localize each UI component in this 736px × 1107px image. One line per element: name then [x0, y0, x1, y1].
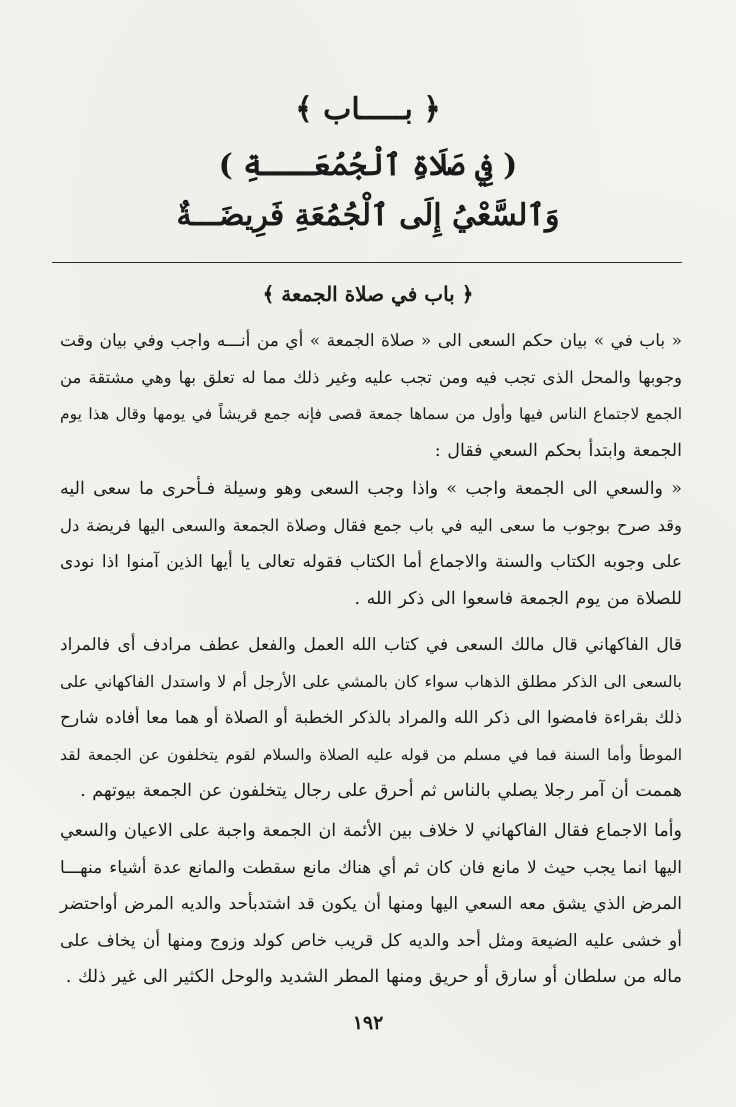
text-line: وجوبها والمحل الذى تجب فيه ومن تجب عليه وغير ذلك مما له تعلق بها وهي مشتقة من — [60, 367, 682, 387]
horizontal-divider — [52, 262, 682, 263]
text-line: الجمعة وابتدأ بحكم السعي فقال : — [434, 440, 682, 461]
text-line: أو خشى عليه الضيعة ومثل أحد والديه كل قريب خاص كولد وزوج ومنها أن يخاف على — [60, 930, 682, 951]
chapter-heading-bab: ﴿ بـــــاب ﴾ — [295, 92, 441, 127]
text-line: ذلك بقراءة فامضوا الى ذكر الله والمراد بالذكر الخطبة أو الصلاة أو هما معا أفاده شارح — [60, 708, 682, 728]
paragraph-1 — [60, 323, 682, 469]
text-line: « والسعي الى الجمعة واجب » واذا وجب السعى وهو وسيلة فـأحرى ما سعى اليه — [60, 479, 682, 499]
text-line: هممت أن آمر رجلا يصلي بالناس ثم أحرق على رجال يتخلفون عن الجمعة بيوتهم . — [80, 781, 682, 801]
text-line: على وجوبه الكتاب والسنة والاجماع أما الكتاب فقوله تعالى يا أيها الذين آمنوا اذا نودى — [60, 552, 682, 572]
text-line: الجمع لاجتماع الناس فيها وأول من سماها جمعة قصى فإنه جمع قريشاً في يومها وقال هذا يوم — [60, 405, 682, 423]
text-line: الموطأ وأما السنة فما في مسلم من قوله عليه الصلاة والسلام لقوم يتخلفون عن الجمعة لقد — [60, 745, 682, 764]
text-line: المرض الذي يشق معه السعي اليها ومنها أن يكون قد اشتدبأحد والديه المرض أواحتضر — [60, 894, 682, 914]
page-number: ١٩٢ — [352, 1012, 384, 1034]
text-line: للصلاة من يوم الجمعة فاسعوا الى ذكر الله . — [354, 588, 682, 609]
text-line: وقد صرح بوجوب ما سعى اليه في باب جمع فقال وصلاة الجمعة والسعى اليها فريضة دل — [60, 515, 682, 535]
text-line: قال الفاكهاني قال مالك السعى في كتاب الله العمل والفعل عطف مرادف أى فالمراد — [60, 635, 682, 655]
chapter-subtitle: وَٱلسَّعْيُ إِلَى ٱلْجُمُعَةِ فَرِيضَـــةٌ — [176, 198, 560, 233]
text-line: « باب في » بيان حكم السعى الى « صلاة الجمعة » أي من أنـــه واجب وفي بيان وقت — [60, 331, 682, 351]
paragraph-3 — [60, 627, 682, 810]
text-line: ماله من سلطان أو سارق أو حريق ومنها المطر الشديد والوحل الكثير الى غير ذلك . — [65, 967, 682, 987]
text-line: وأما الاجماع فقال الفاكهاني لا خلاف بين الأئمة ان الجمعة واجبة على الاعيان والسعي — [60, 821, 682, 841]
text-line: اليها انما يجب حيث لا مانع فان كان ثم أي هناك مانع سقطت والمانع عدة أشياء منهـــا — [60, 857, 682, 878]
text-line: بالسعى الى الذكر مطلق الذهاب سواء كان بالمشي على الأرجل أم لا واستدل الفاكهاني على — [60, 671, 682, 691]
paragraph-2 — [60, 471, 682, 617]
section-title: ﴿ باب في صلاة الجمعة ﴾ — [262, 282, 474, 306]
paragraph-4 — [60, 813, 682, 996]
chapter-title: ( فِي صَلَاةِ ٱلْجُمُعَـــةِ ) — [218, 148, 518, 183]
